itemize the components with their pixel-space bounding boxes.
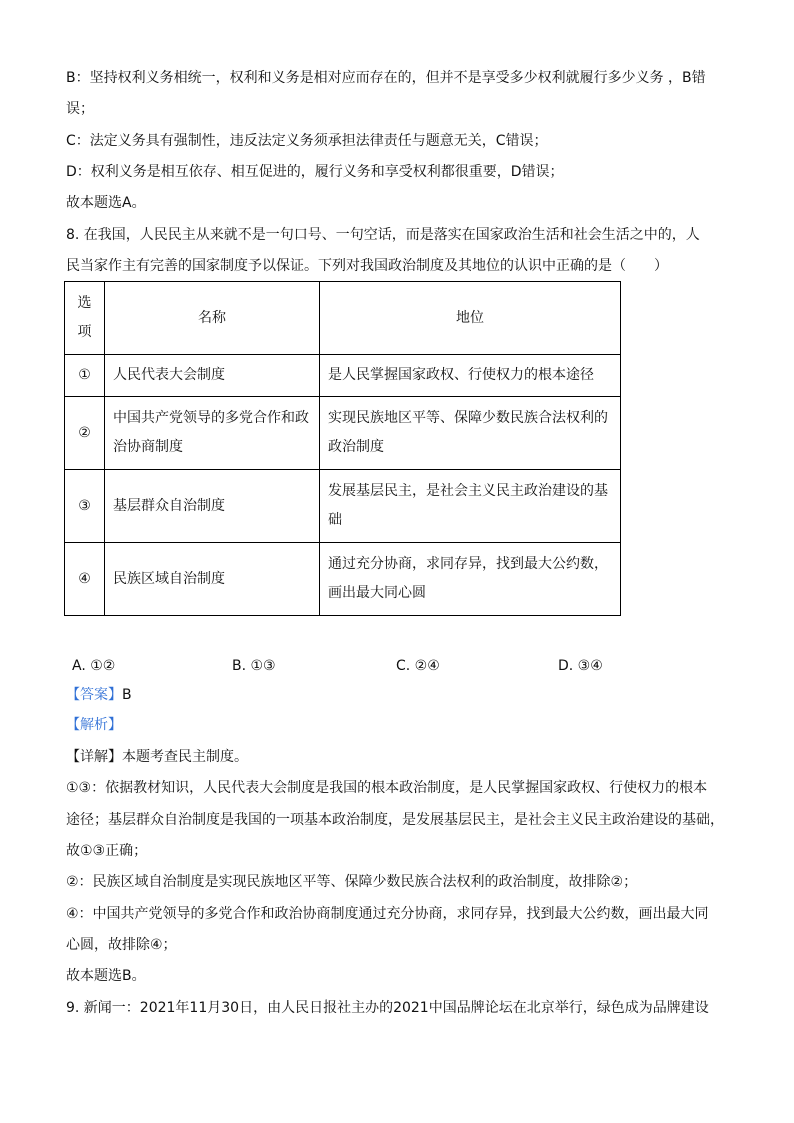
header-name: 名称 bbox=[105, 282, 320, 355]
row-position: 是人民掌握国家政权、行使权力的根本途径 bbox=[320, 355, 621, 397]
choice-d: D. ③④ bbox=[558, 658, 603, 674]
table-row bbox=[65, 543, 621, 616]
row-position: 实现民族地区平等、保障少数民族合法权利的政治制度 bbox=[320, 397, 621, 470]
prev-option-b-line2: 误； bbox=[66, 101, 94, 117]
table-row bbox=[65, 470, 621, 543]
prev-option-b-line1: B：坚持权利义务相统一，权利和义务是相对应而存在的，但并不是享受多少权利就履行多少义务 ，B错 bbox=[66, 70, 706, 86]
row-option: ① bbox=[65, 355, 105, 397]
analysis-line: 故①③正确； bbox=[66, 843, 148, 859]
row-name: 中国共产党领导的多党合作和政治协商制度 bbox=[105, 397, 320, 470]
row-position: 通过充分协商，求同存异，找到最大公约数，画出最大同心圆 bbox=[320, 543, 621, 616]
analysis-line: 心圆，故排除④； bbox=[66, 937, 177, 953]
prev-option-d: D：权利义务是相互依存、相互促进的，履行义务和享受权利都很重要，D错误； bbox=[66, 164, 564, 180]
row-name: 民族区域自治制度 bbox=[105, 543, 320, 616]
header-option bbox=[65, 282, 105, 355]
row-option: ③ bbox=[65, 470, 105, 543]
row-option: ④ bbox=[65, 543, 105, 616]
choice-c: C. ②④ bbox=[396, 658, 440, 674]
prev-option-c: C：法定义务具有强制性，违反法定义务须承担法律责任与题意无关，C错误； bbox=[66, 133, 548, 149]
row-position: 发展基层民主，是社会主义民主政治建设的基础 bbox=[320, 470, 621, 543]
q8-stem-line1: 8. 在我国，人民民主从来就不是一句口号、一句空话，而是落实在国家政治生活和社会生活之中的，人 bbox=[66, 227, 700, 243]
q8-options-table bbox=[64, 281, 621, 616]
choice-b: B. ①③ bbox=[232, 658, 276, 674]
prev-conclusion: 故本题选A。 bbox=[66, 195, 146, 211]
table-row bbox=[65, 397, 621, 470]
analysis-tag: 【解析】 bbox=[66, 717, 122, 733]
answer-line bbox=[66, 685, 132, 705]
analysis-line: 途径；基层群众自治制度是我国的一项基本政治制度，是发展基层民主，是社会主义民主政治建设的基础， bbox=[66, 812, 724, 828]
answer-value: B bbox=[122, 687, 132, 703]
analysis-line: ④：中国共产党领导的多党合作和政治协商制度通过充分协商，求同存异，找到最大公约数，画出最大同 bbox=[66, 906, 709, 922]
analysis-line: ②：民族区域自治制度是实现民族地区平等、保障少数民族合法权利的政治制度，故排除②； bbox=[66, 874, 638, 890]
table-header-row bbox=[65, 282, 621, 355]
header-option-line1: 选 bbox=[77, 295, 92, 311]
answer-tag: 【答案】 bbox=[66, 687, 122, 703]
analysis-line: ①③：依据教材知识，人民代表大会制度是我国的根本政治制度，是人民掌握国家政权、行使权力的根本 bbox=[66, 780, 708, 796]
q8-stem-line2: 民当家作主有完善的国家制度予以保证。下列对我国政治制度及其地位的认识中正确的是（ ） bbox=[66, 258, 668, 274]
header-option-line2: 项 bbox=[77, 324, 92, 340]
q9-stem-line1: 9. 新闻一：2021年11月30日，由人民日报社主办的2021中国品牌论坛在北京举行，绿色成为品牌建设 bbox=[66, 1000, 709, 1016]
choice-a: A. ①② bbox=[72, 658, 116, 674]
row-name: 人民代表大会制度 bbox=[105, 355, 320, 397]
row-name: 基层群众自治制度 bbox=[105, 470, 320, 543]
row-option: ② bbox=[65, 397, 105, 470]
header-position: 地位 bbox=[320, 282, 621, 355]
table-row bbox=[65, 355, 621, 397]
analysis-line: 故本题选B。 bbox=[66, 968, 146, 984]
analysis-line: 【详解】本题考查民主制度。 bbox=[66, 749, 248, 765]
